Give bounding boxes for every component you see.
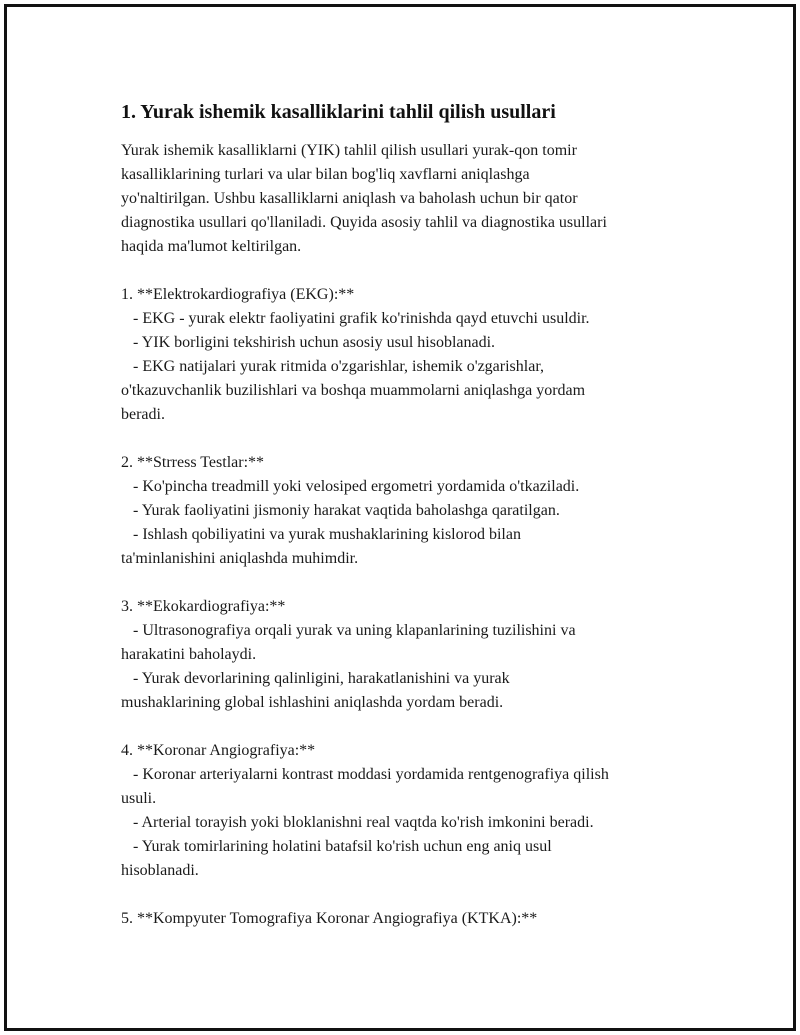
intro-line: diagnostika usullari qo'llaniladi. Quyida asosiy tahlil va diagnostika usullari xyxy=(121,214,607,231)
document-title: 1. Yurak ishemik kasalliklarini tahlil qilish usullari xyxy=(121,101,556,123)
intro-line: yo'naltirilgan. Ushbu kasalliklarni aniqlash va baholash uchun bir qator xyxy=(121,190,578,207)
section-line: - Ultrasonografiya orqali yurak va uning klapanlarining tuzilishini va xyxy=(121,622,576,639)
section-stress-tests xyxy=(121,451,701,571)
spacer xyxy=(121,427,701,451)
section-line: - Ishlash qobiliyatini va yurak mushaklarining kislorod bilan xyxy=(121,526,521,543)
section-line: - Koronar arteriyalarni kontrast moddasi yordamida rentgenografiya qilish xyxy=(121,766,609,783)
section-heading: 5. **Kompyuter Tomografiya Koronar Angiografiya (KTKA):** xyxy=(121,910,538,927)
intro-line: kasalliklarining turlari va ular bilan bog'liq xavflarni aniqlashga xyxy=(121,166,530,183)
section-line: mushaklarining global ishlashini aniqlashda yordam beradi. xyxy=(121,694,504,711)
section-line: - EKG - yurak elektr faoliyatini grafik ko'rinishda qayd etuvchi usuldir. xyxy=(121,310,590,327)
section-line: hisoblanadi. xyxy=(121,862,199,879)
page-frame xyxy=(4,4,796,1031)
intro-line: Yurak ishemik kasalliklarni (YIK) tahlil qilish usullari yurak-qon tomir xyxy=(121,142,577,159)
section-line: beradi. xyxy=(121,406,165,423)
document-body xyxy=(121,99,701,931)
section-echocardiography xyxy=(121,595,701,715)
section-ct-coronary-angiography xyxy=(121,907,701,931)
section-line: o'tkazuvchanlik buzilishlari va boshqa muammolarni aniqlashga yordam xyxy=(121,382,586,399)
section-line: - Yurak tomirlarining holatini batafsil ko'rish uchun eng aniq usul xyxy=(121,838,552,855)
spacer xyxy=(121,571,701,595)
intro-line: haqida ma'lumot keltirilgan. xyxy=(121,238,302,255)
section-line: ta'minlanishini aniqlashda muhimdir. xyxy=(121,550,359,567)
section-line: usuli. xyxy=(121,790,157,807)
spacer xyxy=(121,883,701,907)
section-heading: 2. **Strress Testlar:** xyxy=(121,454,265,471)
section-line: - EKG natijalari yurak ritmida o'zgarishlar, ishemik o'zgarishlar, xyxy=(121,358,545,375)
section-line: - Yurak devorlarining qalinligini, harakatlanishini va yurak xyxy=(121,670,510,687)
spacer xyxy=(121,259,701,283)
section-heading: 4. **Koronar Angiografiya:** xyxy=(121,742,316,759)
section-line: - Yurak faoliyatini jismoniy harakat vaqtida baholashga qaratilgan. xyxy=(121,502,560,519)
section-heading: 3. **Ekokardiografiya:** xyxy=(121,598,286,615)
section-heading: 1. **Elektrokardiografiya (EKG):** xyxy=(121,286,355,303)
section-line: - Ko'pincha treadmill yoki velosiped ergometri yordamida o'tkaziladi. xyxy=(121,478,580,495)
section-coronary-angiography xyxy=(121,739,701,883)
section-ekg xyxy=(121,283,701,427)
section-line: - Arterial torayish yoki bloklanishni real vaqtda ko'rish imkonini beradi. xyxy=(121,814,594,831)
spacer xyxy=(121,715,701,739)
section-line: harakatini baholaydi. xyxy=(121,646,257,663)
intro-paragraph xyxy=(121,139,701,259)
section-line: - YIK borligini tekshirish uchun asosiy usul hisoblanadi. xyxy=(121,334,496,351)
